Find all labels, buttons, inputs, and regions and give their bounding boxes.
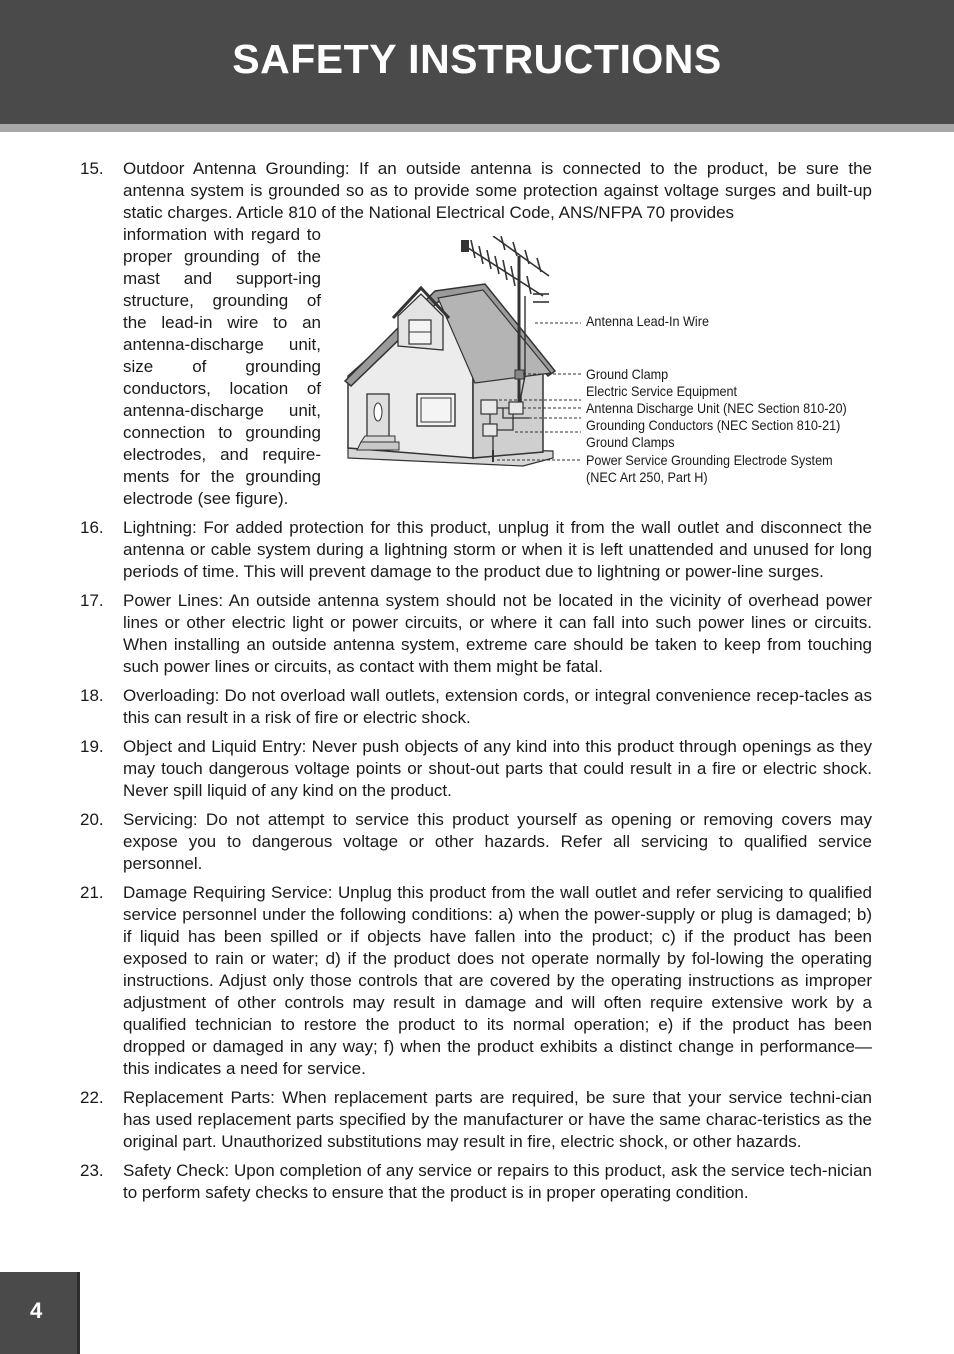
item-text: Lightning: For added protection for this product, unplug it from the wall outlet and disconnect the antenna or cable system during a lightning storm or when it is left unattended and unused for long periods of time. This will prevent damage to the product due to lightning or power-line surges. (123, 518, 872, 581)
figure-label: Ground Clamps (586, 435, 675, 450)
item-number: 20. (80, 810, 104, 829)
item-text-wrapped: information with regard to proper grounding of the mast and support-ing structure, grounding of the lead-in wire to an antenna-discharge unit, size of grounding conductors, location of antenna-discharge unit, connection to grounding electrodes, and require-ments for the grounding electrode (see figure). (123, 225, 321, 508)
item-number: 22. (80, 1088, 104, 1107)
item-text: Power Lines: An outside antenna system should not be located in the vicinity of overhead power lines or other electric light or power circuits, or where it can fall into such power lines or circuits. When installing an outside antenna system, extreme care should be taken to keep from touching such power lines or circuits, as contact with them might be fatal. (123, 591, 872, 676)
list-item (80, 809, 872, 875)
item-text: Replacement Parts: When replacement parts are required, be sure that your service techni-cian has used replacement parts specified by the manufacturer or have the same charac-teristics as the original part. Unauthorized substitutions may result in fire, electric shock, or other hazards. (123, 1088, 872, 1151)
item-number: 16. (80, 518, 104, 537)
item-text: Safety Check: Upon completion of any service or repairs to this product, ask the service tech-nician to perform safety checks to ensure that the product is in proper operating condition. (123, 1161, 872, 1202)
item-number: 17. (80, 591, 104, 610)
item-text: Overloading: Do not overload wall outlets, extension cords, or integral convenience recep-tacles as this can result in a risk of fire or electric shock. (123, 686, 872, 727)
item-text: Outdoor Antenna Grounding: If an outside antenna is connected to the product, be sure the antenna system is grounded so as to provide some protection against voltage surges and built-up static charges. Article 810 of the National Electrical Code, ANS/NFPA 70 provides (123, 159, 872, 222)
item-number: 23. (80, 1161, 104, 1180)
item-number: 15. (80, 159, 104, 178)
figure-label: Antenna Discharge Unit (NEC Section 810-20) (586, 401, 847, 416)
list-item (80, 590, 872, 678)
header-stripe (0, 124, 954, 132)
item-number: 19. (80, 737, 104, 756)
item-text: Damage Requiring Service: Unplug this product from the wall outlet and refer servicing to qualified service personnel under the following conditions: a) when the power-supply or plug is damaged; b) if liquid has been spilled or if objects have fallen into the product; c) if the product has been exposed to rain or water; d) if the product does not operate normally by fol-lowing the operating instructions. Adjust only those controls that are covered by the operating instructions as improper adjustment of other controls may result in damage and will often require extensive work by a qualified technician to restore the product to its normal operation; e) if the product has been dropped or damaged in any way; f) when the product exhibits a distinct change in performance—this indicates a need for service. (123, 883, 872, 1078)
page-number: 4 (30, 1298, 43, 1323)
item-text: Servicing: Do not attempt to service this product yourself as opening or removing covers may expose you to dangerous voltage or other hazards. Refer all servicing to qualified service personnel. (123, 810, 872, 873)
page-title: SAFETY INSTRUCTIONS (232, 36, 722, 82)
list-item (80, 1160, 872, 1204)
instructions-list (80, 158, 872, 1211)
figure-label: Electric Service Equipment (586, 384, 738, 399)
item-number: 21. (80, 883, 104, 902)
item-number: 18. (80, 686, 104, 705)
figure-label: Grounding Conductors (NEC Section 810-21) (586, 418, 841, 433)
antenna-grounding-figure (343, 236, 883, 485)
list-item (80, 1087, 872, 1153)
figure-label: Ground Clamp (586, 367, 669, 382)
list-item (80, 158, 872, 510)
figure-label: (NEC Art 250, Part H) (586, 470, 708, 485)
figure-label: Antenna Lead-In Wire (586, 314, 709, 329)
list-item (80, 517, 872, 583)
figure-label: Power Service Grounding Electrode System (586, 453, 833, 468)
item-text: Object and Liquid Entry: Never push objects of any kind into this product through openings as they may touch dangerous voltage points or shout-out parts that could result in a fire or electric shock. Never spill liquid of any kind on the product. (123, 737, 872, 800)
list-item (80, 882, 872, 1080)
list-item (80, 736, 872, 802)
list-item (80, 685, 872, 729)
